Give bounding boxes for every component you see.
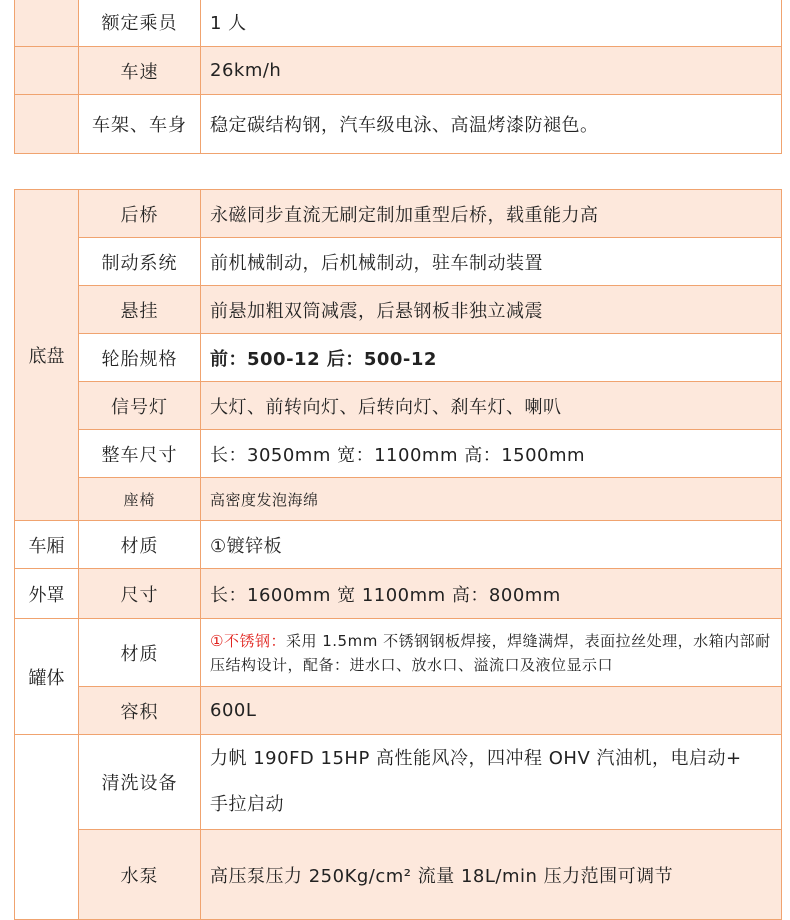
- table-row: [15, 334, 782, 382]
- category-cleaning: [15, 735, 79, 920]
- spec-table-main: [14, 189, 782, 920]
- table-row: [15, 382, 782, 430]
- value-line-2: 手拉启动: [210, 794, 284, 815]
- table-row: [15, 47, 782, 95]
- table-row: [15, 286, 782, 334]
- category-cabin-line2: 外罩: [15, 569, 79, 619]
- category-cell: [15, 47, 79, 95]
- row-label: 容积: [79, 687, 201, 735]
- row-value: 大灯、前转向灯、后转向灯、刹车灯、喇叭: [201, 382, 782, 430]
- row-label: 后桥: [79, 190, 201, 238]
- table-row: [15, 619, 782, 687]
- row-label: 轮胎规格: [79, 334, 201, 382]
- table-row: [15, 521, 782, 569]
- row-value: 600L: [201, 687, 782, 735]
- row-value: 永磁同步直流无刷定制加重型后桥，载重能力高: [201, 190, 782, 238]
- table-row: [15, 95, 782, 154]
- material-highlight: ①不锈钢：: [210, 631, 286, 650]
- table-row: [15, 190, 782, 238]
- category-cell: [15, 0, 79, 47]
- category-tank: 罐体: [15, 619, 79, 735]
- table-row: [15, 830, 782, 920]
- row-label: 材质: [79, 619, 201, 687]
- row-label: 材质: [79, 521, 201, 569]
- row-value: 长：3050mm 宽：1100mm 高：1500mm: [201, 430, 782, 478]
- row-label: 整车尺寸: [79, 430, 201, 478]
- row-label: 制动系统: [79, 238, 201, 286]
- category-cabin-line1: 车厢: [15, 521, 79, 569]
- row-value: 26km/h: [201, 47, 782, 95]
- row-value: [201, 735, 782, 830]
- row-value: 稳定碳结构钢，汽车级电泳、高温烤漆防褪色。: [201, 95, 782, 154]
- row-label: 额定乘员: [79, 0, 201, 47]
- row-value: [201, 619, 782, 687]
- table-row: [15, 430, 782, 478]
- value-line-1: 力帆 190FD 15HP 高性能风冷，四冲程 OHV 汽油机，电启动+: [210, 748, 742, 769]
- row-value: ①镀锌板: [201, 521, 782, 569]
- row-value: 前机械制动，后机械制动，驻车制动装置: [201, 238, 782, 286]
- row-label: 座椅: [79, 478, 201, 521]
- table-row: [15, 238, 782, 286]
- row-label: 车速: [79, 47, 201, 95]
- table-row: [15, 569, 782, 619]
- row-value: 长：1600mm 宽 1100mm 高：800mm: [201, 569, 782, 619]
- spec-table-top: [14, 0, 782, 154]
- row-label: 车架、车身: [79, 95, 201, 154]
- row-value: 1 人: [201, 0, 782, 47]
- table-row: [15, 0, 782, 47]
- material-text: 采用 1.5mm 不锈钢钢板焊接，焊缝满焊，表面拉丝处理，水箱内部耐压结构设计，配备：进水口、放水口、溢流口及液位显示口: [210, 631, 771, 674]
- row-label: 尺寸: [79, 569, 201, 619]
- table-row: [15, 687, 782, 735]
- row-label: 信号灯: [79, 382, 201, 430]
- row-label: 清洗设备: [79, 735, 201, 830]
- row-value: 高压泵压力 250Kg/cm² 流量 18L/min 压力范围可调节: [201, 830, 782, 920]
- category-cell: [15, 95, 79, 154]
- row-value: 前悬加粗双筒减震，后悬钢板非独立减震: [201, 286, 782, 334]
- category-chassis: 底盘: [15, 190, 79, 521]
- row-value: 前：500-12 后：500-12: [201, 334, 782, 382]
- table-row: [15, 478, 782, 521]
- table-row: [15, 735, 782, 830]
- row-label: 悬挂: [79, 286, 201, 334]
- row-value: 高密度发泡海绵: [201, 478, 782, 521]
- row-label: 水泵: [79, 830, 201, 920]
